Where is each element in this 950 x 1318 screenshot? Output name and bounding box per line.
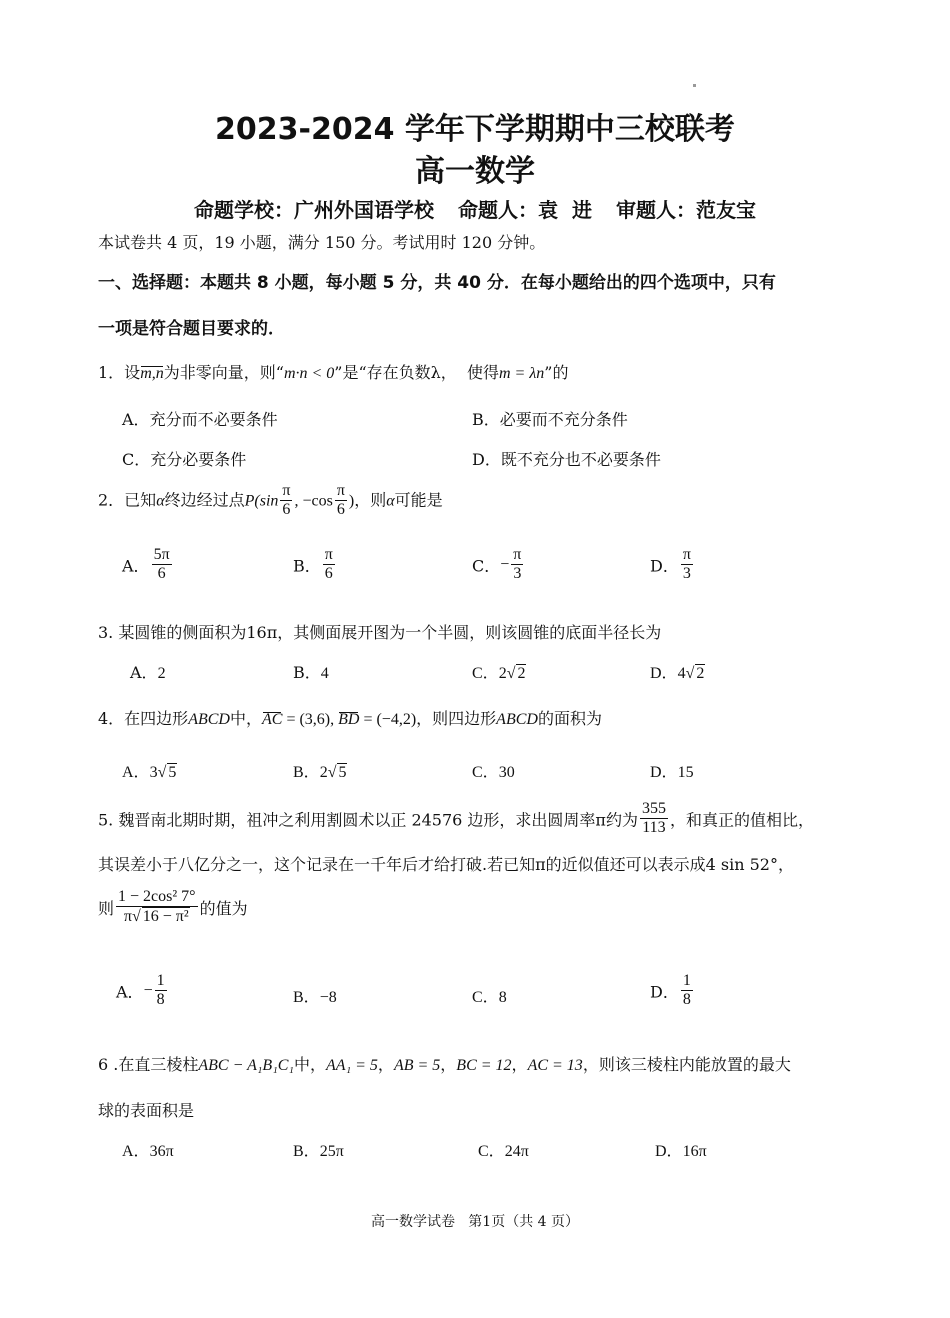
condition-1: m·n < 0 xyxy=(283,365,335,382)
q6-option-a[interactable]: A．36π xyxy=(122,1143,174,1160)
q1-option-c[interactable]: C．充分必要条件 xyxy=(122,450,247,469)
section-heading-line2: 一项是符合题目要求的． xyxy=(98,319,285,339)
q1-option-a[interactable]: A．充分而不必要条件 xyxy=(122,410,278,429)
q5-option-b[interactable]: B．−8 xyxy=(293,989,337,1006)
q2-option-b[interactable]: B． $\frac{\pi}{6}$ xyxy=(293,546,333,583)
exam-title: 2023-2024 学年下学期期中三校联考 xyxy=(215,112,735,147)
condition-2: m = λn xyxy=(498,365,545,382)
author-setter: 命题人：袁 进 xyxy=(458,198,592,222)
page-footer: 高一数学试卷 第1页（共 4 页） xyxy=(370,1214,580,1230)
q4-option-d[interactable]: D．15 xyxy=(650,764,694,781)
q1-option-b[interactable]: B．必要而不充分条件 xyxy=(472,410,628,429)
vector-vars: m,n xyxy=(140,365,164,382)
question-3: 3. 某圆锥的侧面积为16π，其侧面展开图为一个半圆，则该圆锥的底面半径长为 xyxy=(98,623,662,642)
question-5-line3: 则 $\frac{\text{1 − 2cos² 7°}}{\text{π√ 16 − π²}}$ 的值为 xyxy=(98,888,248,926)
q3-option-c[interactable]: C．2√ 2 xyxy=(472,665,526,682)
question-4: 4．在四边形ABCD中，AC = (3,6), BD = (−4,2)，则四边形ABCD的面积为 xyxy=(98,709,602,728)
q5-option-c[interactable]: C．8 xyxy=(472,989,507,1006)
q2-option-c[interactable]: C．− $\frac{\pi}{3}$ xyxy=(472,546,522,583)
q3-option-d[interactable]: D．4√ 2 xyxy=(650,665,705,682)
vector-bd: BD xyxy=(338,711,360,728)
q2-option-d[interactable]: D． $\frac{\pi}{3}$ xyxy=(650,546,691,583)
q3-option-a[interactable]: A．2 xyxy=(130,663,166,682)
exam-subject: 高一数学 xyxy=(415,154,535,189)
q6-option-c[interactable]: C．24π xyxy=(478,1143,529,1160)
q4-option-c[interactable]: C．30 xyxy=(472,764,515,781)
question-6-line2: 球的表面积是 xyxy=(98,1101,195,1120)
q3-option-b[interactable]: B．4 xyxy=(293,663,329,682)
q4-option-a[interactable]: A．3√ 5 xyxy=(122,764,177,781)
question-2: 2．已知α终边经过点P(sin $\frac{\pi}{6}$ , −cos $\frac{\pi}{6}$ )，则α可能是 xyxy=(98,482,443,519)
point-p: P(sin xyxy=(244,492,279,510)
author-line xyxy=(0,194,950,223)
author-school: 命题学校：广州外国语学校 xyxy=(194,198,435,222)
exam-intro: 本试卷共 4 页，19 小题，满分 150 分。考试用时 120 分钟。 xyxy=(98,233,546,252)
q5-option-d[interactable]: D． $\frac{1}{8}$ xyxy=(650,972,691,1009)
q5-option-a[interactable]: A．− $\frac{1}{8}$ xyxy=(116,972,165,1009)
question-5-line2: 其误差小于八亿分之一，这个记录在一千年后才给打破.若已知π的近似值还可以表示成4 sin 52°， xyxy=(98,855,794,874)
q1-option-d[interactable]: D．既不充分也不必要条件 xyxy=(472,450,661,469)
question-1: 1．设m,n为非零向量，则“m·n < 0”是“存在负数λ， 使得m = λn”的 xyxy=(98,363,569,382)
question-5-line1: 5. 魏晋南北期时期，祖冲之利用割圆术以正 24576 边形，求出圆周率π约为 $\frac{355}{113}$ ，和真正的值相比， xyxy=(98,800,814,837)
q6-option-b[interactable]: B．25π xyxy=(293,1143,344,1160)
vector-ac: AC xyxy=(261,711,283,728)
q6-option-d[interactable]: D．16π xyxy=(655,1143,707,1160)
author-reviewer: 审题人：范友宝 xyxy=(615,198,756,222)
section-heading-line1: 一、选择题：本题共 8 小题，每小题 5 分，共 40 分．在每小题给出的四个选项中，只有 xyxy=(98,273,776,293)
q2-option-a[interactable]: A． $\frac{5\pi}{6}$ xyxy=(122,546,170,583)
scan-dot xyxy=(693,84,696,87)
question-6-line1: 6 .在直三棱柱ABC − A₁B₁C₁中，AA₁ = 5，AB = 5，BC = 12，AC = 13，则该三棱柱内能放置的最大 xyxy=(98,1055,791,1074)
q4-option-b[interactable]: B．2√ 5 xyxy=(293,764,347,781)
